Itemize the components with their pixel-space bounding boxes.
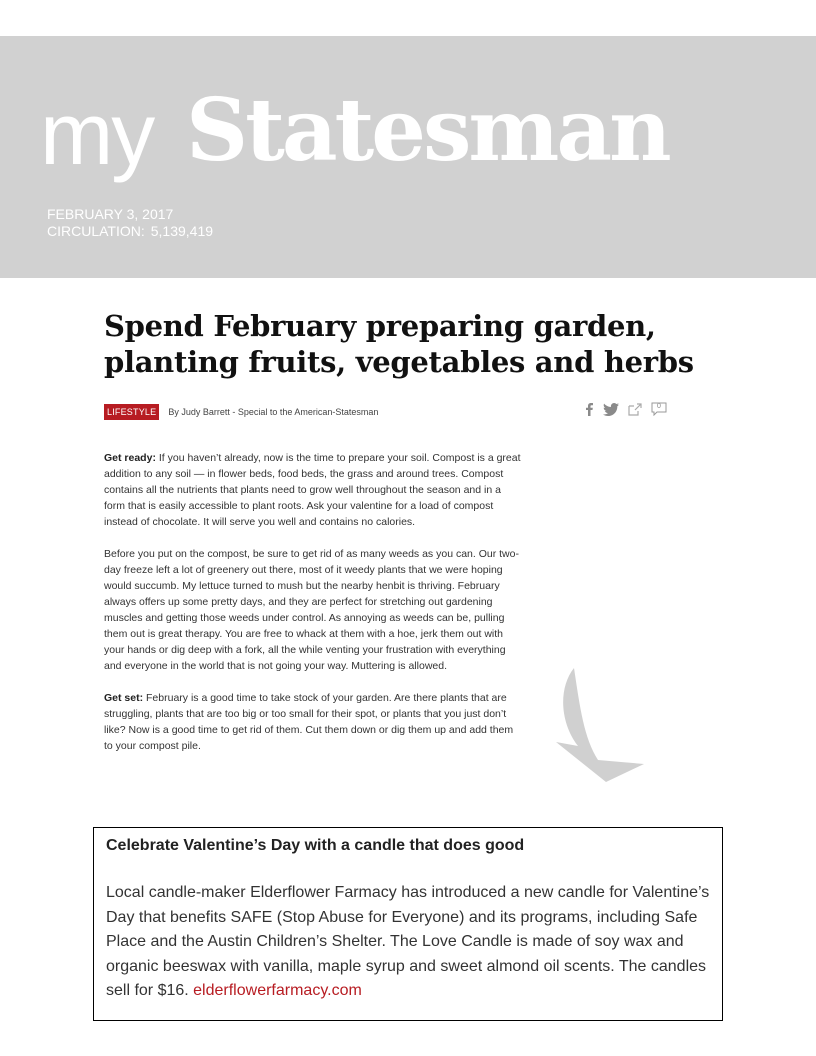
- share-icon[interactable]: [628, 403, 642, 416]
- callout-box: [93, 827, 723, 1021]
- paragraph-text: Before you put on the compost, be sure to get rid of as many weeds as you can. Our two-day freeze left a lot of greenery out there, most of it weedy plants that we were hoping would succumb. My lettuce turned to mush but the nearby henbit is thriving. February always offers up some pretty days, and they are perfect for stretching out gardening muscles and getting those weeds under control. As annoying as weeds can be, pulling them out is great therapy. You are free to whack at them with a hoe, jerk them out with your hands or dig deep with a fork, all the while venting your frustration with everything and everyone in the world that is not going your way. Muttering is allowed.: [104, 548, 519, 672]
- paragraph: [104, 546, 524, 674]
- edition-date: FEBRUARY 3, 2017: [47, 206, 174, 222]
- circulation-value: 5,139,419: [150, 223, 214, 239]
- circulation-label: CIRCULATION:: [47, 223, 145, 239]
- article-meta: [104, 403, 378, 421]
- circulation: [47, 223, 213, 240]
- masthead: [0, 36, 816, 278]
- comment-icon[interactable]: [651, 402, 667, 416]
- paragraph-lead: Get ready:: [104, 452, 156, 464]
- facebook-icon[interactable]: [584, 402, 594, 416]
- callout-body: [106, 881, 710, 1004]
- callout-link[interactable]: elderflowerfarmacy.com: [193, 982, 362, 999]
- comment-count: 0: [657, 403, 661, 410]
- paragraph-text: If you haven’t already, now is the time to prepare your soil. Compost is a great addition to any soil — in flower beds, food beds, the grass and around trees. Compost contains all the nutrients that plants need to grow well throughout the season and in a form that is easily accessible to plant roots. Ask your valentine for a load of compost instead of chocolate. It will serve you well and contains no calories.: [104, 452, 521, 528]
- curved-arrow-icon: [548, 668, 648, 788]
- logo-name: Statesman: [186, 80, 669, 181]
- paragraph-text: February is a good time to take stock of your garden. Are there plants that are struggling, plants that are too big or too small for their spot, or plants that you just don’t like? Now is a good time to get rid of them. Cut them down or dig them up and add them to your compost pile.: [104, 692, 514, 752]
- logo-prefix: my: [40, 84, 154, 183]
- edition-info: [47, 206, 213, 240]
- article-body: [104, 450, 524, 770]
- article-headline: Spend February preparing garden, planting fruits, vegetables and herbs: [104, 309, 694, 379]
- callout-text: Local candle-maker Elderflower Farmacy has introduced a new candle for Valentine’s Day that benefits SAFE (Stop Abuse for Everyone) and its programs, including Safe Place and the Austin Children’s Shelter. The Love Candle is made of soy wax and organic beeswax with vanilla, maple syrup and sweet almond oil scents. The candles sell for $16.: [106, 884, 710, 999]
- paragraph: [104, 690, 524, 754]
- byline: By Judy Barrett - Special to the American-Statesman: [168, 407, 379, 417]
- share-bar: [584, 402, 667, 416]
- section-tag[interactable]: LIFESTYLE: [104, 404, 159, 420]
- callout-title: Celebrate Valentine’s Day with a candle that does good: [106, 837, 525, 854]
- paragraph-lead: Get set:: [104, 692, 144, 704]
- twitter-icon[interactable]: [603, 403, 619, 416]
- paragraph: [104, 450, 524, 530]
